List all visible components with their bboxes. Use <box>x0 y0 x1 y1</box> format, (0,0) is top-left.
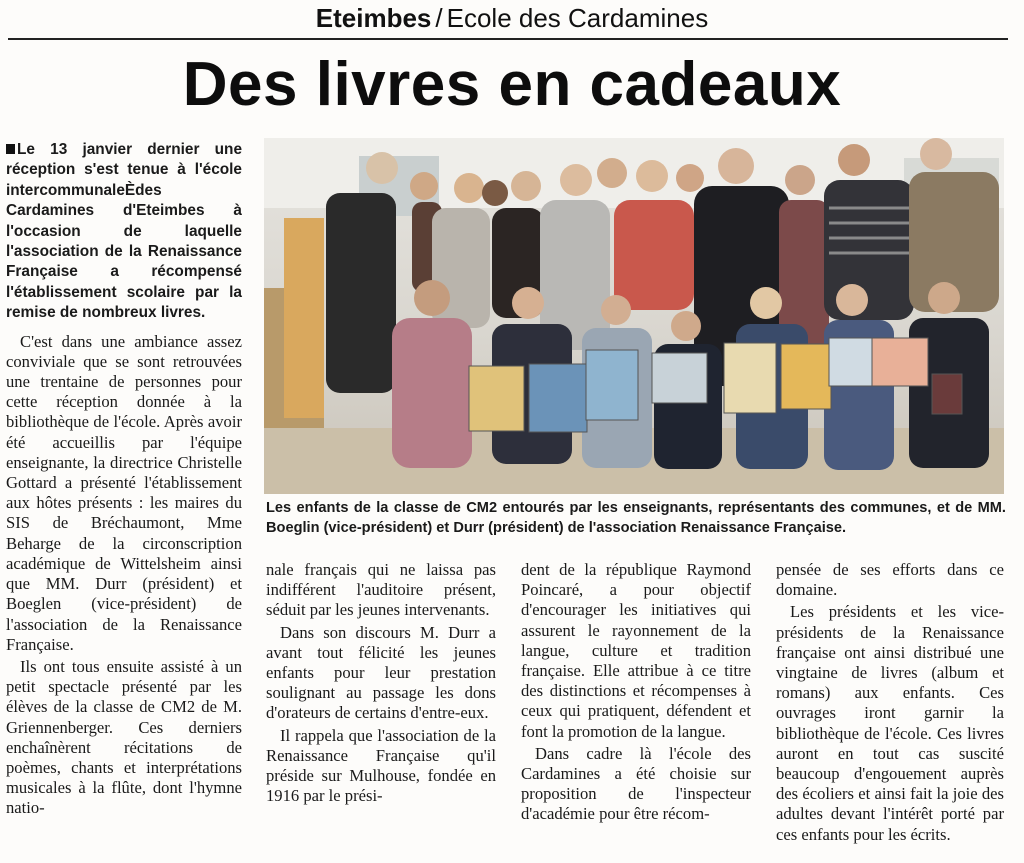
article-column-1 <box>6 140 242 821</box>
group-photo-illustration <box>264 138 1004 494</box>
kicker-place: Eteimbes <box>315 3 432 33</box>
section-kicker <box>0 2 1024 34</box>
paragraph: Ils ont tous ensuite assisté à un petit spectacle présenté par les élèves de la classe de CM2 de M. Griennenberger. Ces derniers enchaînèrent récitations de poèmes, chants et interprétations musicales à la flûte, dont l'hymne natio- <box>6 656 242 818</box>
paragraph: C'est dans une ambiance assez conviviale que se sont retrouvées une trentaine de personnes pour cette réception donnée à la bibliothèque de l'école. Après avoir été accueillis par l'équipe enseignante, la directrice Christelle Gottard a présenté l'établissement aux hôtes présents : les maires du SIS de Bréchaumont, Mme Beharge de la circonscription académique de Wittelsheim ainsi que MM. Durr (président) et Boeglen (vice-président) de l'association de la Renaissance Française. <box>6 331 242 654</box>
group-photo <box>264 138 1004 494</box>
article-headline: Des livres en cadeaux <box>182 50 842 119</box>
photo-caption: Les enfants de la classe de CM2 entourés par les enseignants, représentants des communes, et de MM. Boeglin (vice-président) et Durr (président) de l'association Renaissance Française. <box>266 500 1006 536</box>
paragraph: Dans son discours M. Durr a avant tout félicité les jeunes enfants pour leur prestation soulignant au passage les dons d'orateurs de certains d'entre-eux. <box>266 622 496 723</box>
article-column-4 <box>776 560 1004 847</box>
paragraph: dent de la république Raymond Poincaré, a pour objectif d'encourager les initiatives qui assurent le rayonnement de la langue, culture et tradition française. Elle attribue à ce titre des distinctions et récompenses à ceux qui pratiquent, défendent et font la promotion de la langue. <box>521 560 751 741</box>
lead-text: Le 13 janvier dernier une réception s'est tenue à l'école intercommunaleÈdes Cardamines d'Eteimbes à l'occasion de laquelle l'association de la Renaissance Française a récompensé l'établissement scolaire par la remise de nombreux livres. <box>6 141 242 322</box>
kicker-section: Ecole des Cardamines <box>446 3 709 33</box>
header-rule <box>8 38 1008 40</box>
article-column-3 <box>521 560 751 827</box>
kicker-separator: / <box>435 3 443 33</box>
lead-bullet-square <box>6 144 15 154</box>
paragraph: Dans cadre là l'école des Cardamines a été choisie sur proposition de l'inspecteur d'académie pour être récom- <box>521 743 751 824</box>
article-lead <box>6 140 242 324</box>
paragraph: pensée de ses efforts dans ce domaine. <box>776 560 1004 600</box>
article-column-2 <box>266 560 496 808</box>
paragraph: nale français qui ne laissa pas indifférent l'auditoire présent, séduit par les jeunes intervenants. <box>266 560 496 620</box>
paragraph: Il rappela que l'association de la Renaissance Française qu'il préside sur Mulhouse, fondée en 1916 par le prési- <box>266 725 496 806</box>
paragraph: Les présidents et les vice-présidents de la Renaissance française ont ainsi distribué une vingtaine de livres (album et romans) aux enfants. Ces ouvrages iront garnir la bibliothèque de l'école. Ces livres auront en tout cas suscité beaucoup d'engouement auprès des écoliers et ainsi fait la joie des adultes devant l'intérêt porté par ces enfants pour les écrits. <box>776 602 1004 844</box>
